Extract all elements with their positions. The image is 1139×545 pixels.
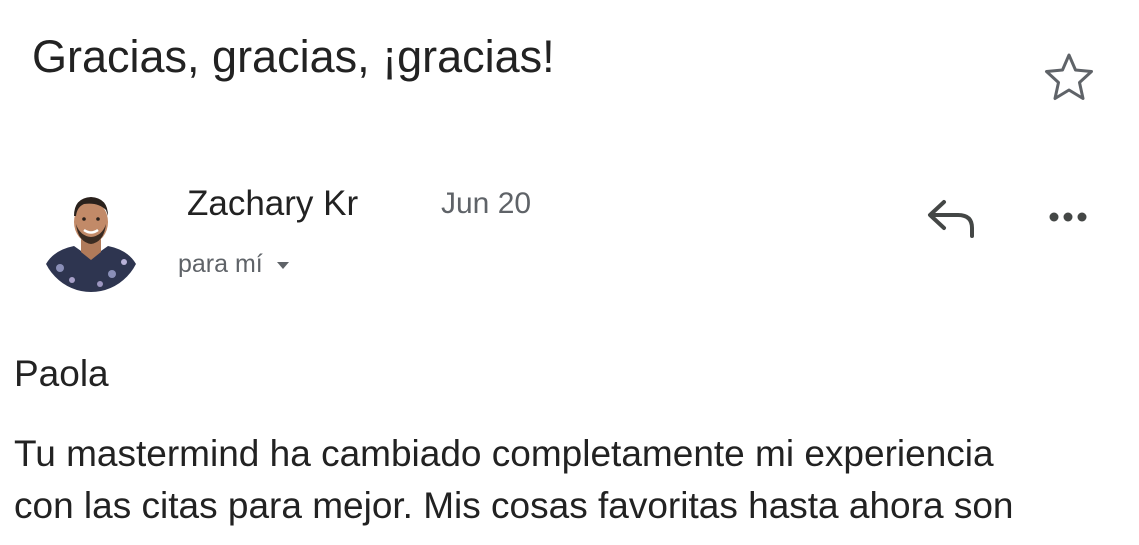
email-date: Jun 20 [441, 187, 532, 220]
email-body [14, 428, 1124, 532]
more-options-icon[interactable] [1040, 202, 1096, 232]
sender-name[interactable]: Zachary Kr [187, 184, 359, 223]
recipient-details-toggle[interactable] [178, 248, 289, 280]
sender-avatar[interactable] [40, 186, 142, 292]
email-body-line: Tu mastermind ha cambiado completamente mi experiencia [14, 433, 994, 474]
email-subject: Gracias, gracias, ¡gracias! [32, 31, 555, 82]
email-body-line: con las citas para mejor. Mis cosas favoritas hasta ahora son [14, 485, 1014, 526]
recipient-label: para mí [178, 250, 263, 278]
reply-icon[interactable] [924, 196, 980, 240]
star-icon[interactable] [1040, 50, 1098, 104]
chevron-down-icon [277, 262, 289, 269]
email-greeting: Paola [14, 353, 109, 394]
